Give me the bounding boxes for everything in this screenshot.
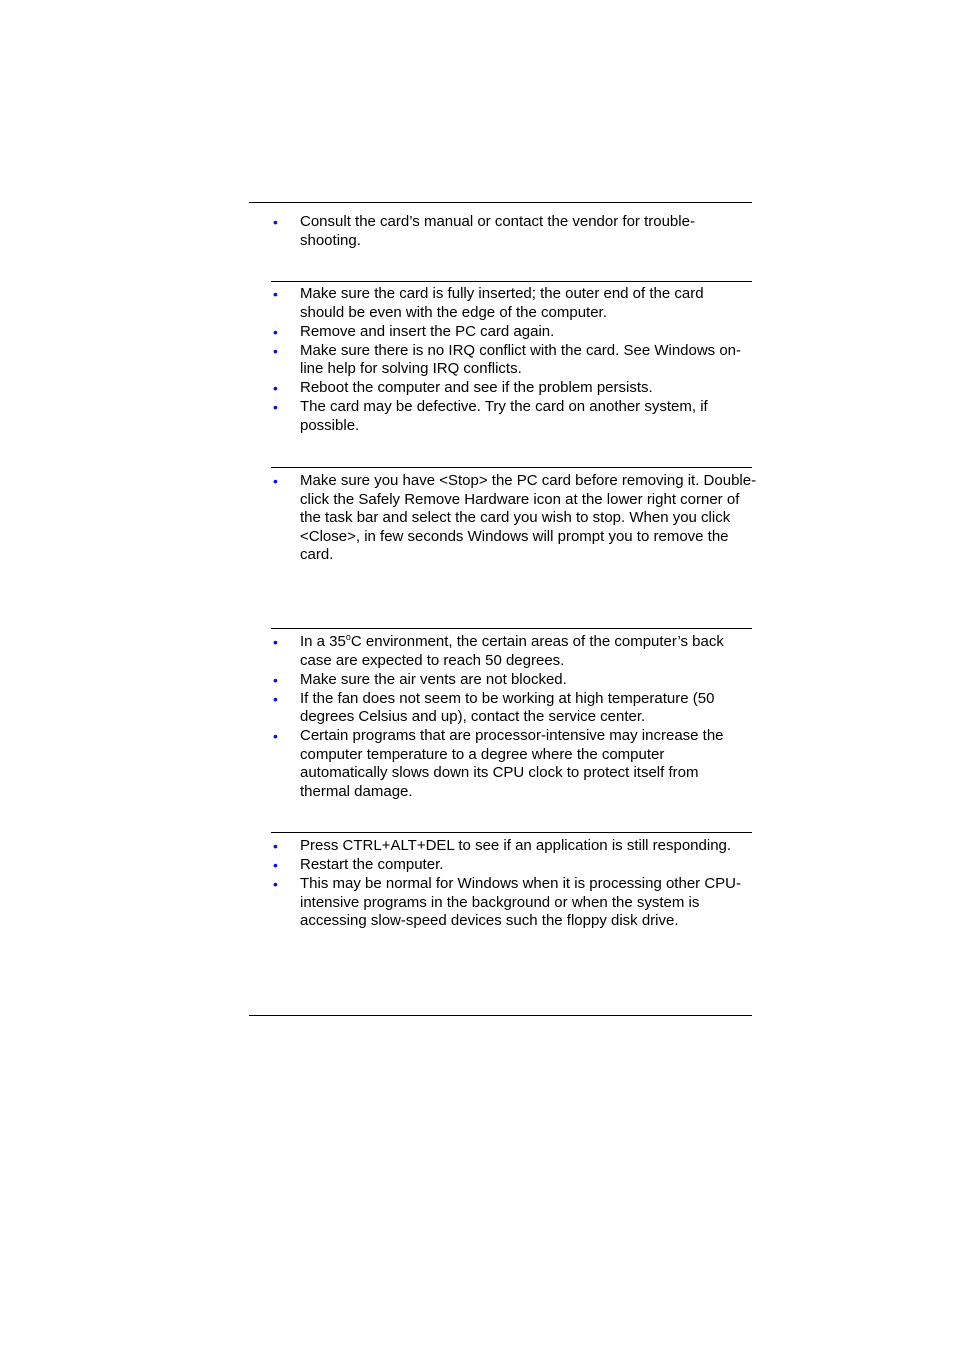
section-divider xyxy=(271,628,752,629)
bullet-icon: • xyxy=(273,473,278,489)
section-divider xyxy=(271,281,752,282)
section-divider xyxy=(271,832,752,833)
bullet-icon: • xyxy=(273,690,278,707)
list-item: • This may be normal for Windows when it is processing other CPU-intensive programs in the background or when the system is accessing slow-speed devices such the floppy disk drive. xyxy=(273,874,741,930)
bullet-icon: • xyxy=(273,856,278,873)
list-item: • Certain programs that are processor-intensive may increase the computer temperature to a degree where the computer automatically slows down its CPU clock to protect itself from thermal damage. xyxy=(273,727,724,800)
bullet-icon: • xyxy=(273,323,278,340)
bullet-icon: • xyxy=(273,286,278,302)
bullet-list xyxy=(271,633,751,802)
list-item: • The card may be defective. Try the card on another system, if possible. xyxy=(273,398,708,434)
bullet-icon: • xyxy=(273,399,278,416)
bullet-icon: • xyxy=(273,634,278,650)
bullet-icon: • xyxy=(273,838,278,854)
bullet-icon: • xyxy=(273,728,278,745)
list-item: • Remove and insert the PC card again. xyxy=(273,322,555,340)
bullet-list xyxy=(271,213,741,251)
list-item: • Restart the computer. xyxy=(273,855,444,873)
bottom-rule xyxy=(249,1015,752,1016)
list-item: • Make sure the card is fully inserted; the outer end of the card should be even with the edge of the computer. xyxy=(273,285,704,321)
top-rule xyxy=(249,202,752,203)
bullet-icon: • xyxy=(273,380,278,397)
bullet-list xyxy=(271,285,751,436)
list-item: • Make sure there is no IRQ conflict with the card. See Windows on-line help for solving IRQ conflicts. xyxy=(273,341,742,378)
list-item: • Press CTRL+ALT+DEL to see if an application is still responding. xyxy=(273,837,732,854)
list-item: • Make sure you have <Stop> the PC card before removing it. Double-click the Safely Remove Hardware icon at the lower right corner of the task bar and select the card you wish to stop. When you click <Close>, in few seconds Windows will prompt you to remove the card. xyxy=(273,472,757,564)
list-item: • Make sure the air vents are not blocked. xyxy=(273,670,567,688)
bullet-icon: • xyxy=(273,671,278,688)
bullet-list xyxy=(271,837,751,931)
list-item: • Reboot the computer and see if the problem persists. xyxy=(273,379,653,397)
bullet-icon: • xyxy=(273,875,278,892)
bullet-icon: • xyxy=(273,342,278,359)
list-item: • In a 35$^o$C environment, the certain areas of the computer’s back case are expected to reach 50 degrees. xyxy=(273,632,724,669)
bullet-list xyxy=(271,472,761,565)
list-item: • If the fan does not seem to be working at high temperature (50 degrees Celsius and up), contact the service center. xyxy=(273,689,715,726)
list-item: • Consult the card’s manual or contact the vendor for trouble-shooting. xyxy=(273,213,695,249)
section-divider xyxy=(271,467,752,468)
bullet-icon: • xyxy=(273,214,278,230)
